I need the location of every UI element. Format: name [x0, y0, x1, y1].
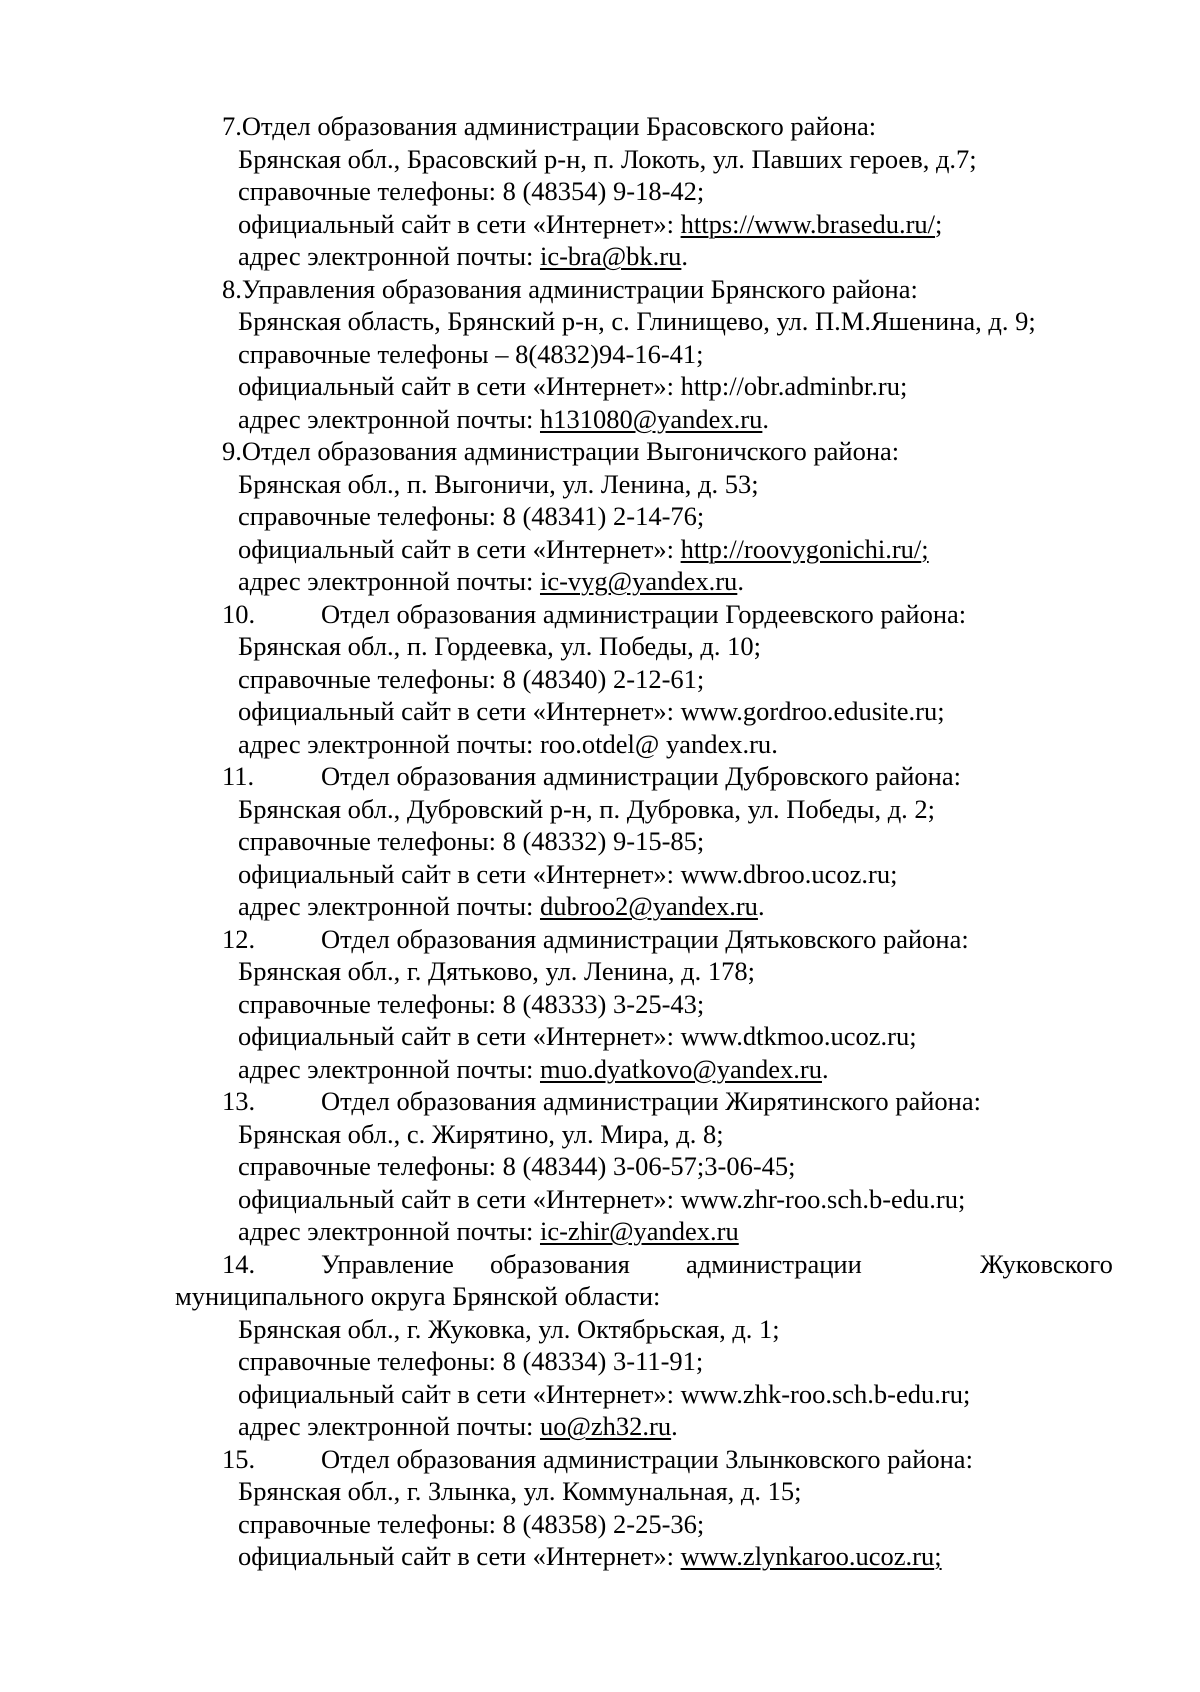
- email-suffix: .: [762, 403, 769, 434]
- entry-site-line: [0, 370, 1200, 403]
- entry-title: Отдел образования администрации Выгоничского района:: [241, 436, 900, 466]
- list-item: [0, 923, 1200, 1086]
- email-link[interactable]: dubroo2@yandex.ru: [539, 891, 758, 921]
- email-link[interactable]: uo@zh32.ru: [539, 1411, 672, 1441]
- entry-title-word: администрации: [686, 1248, 862, 1279]
- email-label: адрес электронной почты:: [238, 1216, 540, 1246]
- entry-number: 11.: [222, 761, 255, 791]
- entry-heading: [0, 273, 1200, 306]
- entry-title: Отдел образования администрации Дятьковского района:: [321, 923, 969, 954]
- site-suffix: ;: [909, 1021, 917, 1051]
- site-link[interactable]: http://roovygonichi.ru/: [680, 533, 922, 564]
- email-link[interactable]: ic-bra@bk.ru: [539, 241, 682, 271]
- entry-site-line: [0, 533, 1200, 566]
- email-suffix: .: [757, 891, 765, 921]
- entry-number: 8.: [222, 273, 242, 304]
- entry-email-line: [0, 728, 1200, 761]
- email-label: адрес электронной почты:: [238, 403, 540, 434]
- entry-title-word: Управление: [321, 1248, 454, 1279]
- entry-site-line: [0, 1183, 1200, 1216]
- list-item: [0, 110, 1200, 273]
- entry-title: Отдел образования администрации Гордеевского района:: [321, 598, 967, 629]
- entry-address: Брянская обл., п. Гордеевка, ул. Победы, д. 10;: [238, 631, 762, 661]
- site-label: официальный сайт в сети «Интернет»:: [238, 371, 681, 401]
- email-link[interactable]: ic-zhir@yandex.ru: [539, 1216, 739, 1246]
- entry-title: Отдел образования администрации Дубровского района:: [321, 761, 961, 791]
- site-label: официальный сайт в сети «Интернет»:: [238, 533, 681, 564]
- email-suffix: .: [681, 241, 688, 271]
- entry-heading: [0, 1443, 1200, 1476]
- entry-heading: [0, 760, 1200, 793]
- site-suffix: ;: [937, 696, 945, 726]
- email-suffix: .: [737, 566, 744, 596]
- entry-phones: справочные телефоны – 8(4832)94-16-41;: [238, 338, 704, 369]
- entry-heading: [0, 435, 1200, 468]
- document-body: [0, 110, 1200, 1573]
- email-label: адрес электронной почты:: [238, 1411, 540, 1441]
- entry-heading: [0, 110, 1200, 143]
- entry-address: Брянская обл., с. Жирятино, ул. Мира, д. 8;: [238, 1118, 724, 1149]
- site-label: официальный сайт в сети «Интернет»:: [238, 858, 681, 889]
- site-text: www.zhr-roo.sch.b-edu.ru: [680, 1183, 958, 1214]
- site-suffix: ;: [958, 1183, 966, 1214]
- entry-site-line: [0, 1020, 1200, 1053]
- site-label: официальный сайт в сети «Интернет»:: [238, 1541, 681, 1571]
- site-suffix: ;: [921, 533, 929, 564]
- entry-email-line: [0, 1215, 1200, 1248]
- entry-phones: справочные телефоны: 8 (48358) 2-25-36;: [238, 1508, 705, 1539]
- entry-number: 12.: [222, 923, 256, 954]
- entry-address: Брянская обл., г. Дятьково, ул. Ленина, д. 178;: [238, 956, 756, 986]
- site-suffix: ;: [890, 858, 898, 889]
- entry-phones: справочные телефоны: 8 (48333) 3-25-43;: [238, 988, 705, 1019]
- entry-title: Отдел образования администрации Злынковского района:: [321, 1443, 973, 1474]
- entry-heading: [0, 1248, 1200, 1281]
- entry-phones: справочные телефоны: 8 (48354) 9-18-42;: [238, 176, 705, 206]
- entry-email-line: [0, 1410, 1200, 1443]
- list-item: [0, 760, 1200, 923]
- entry-title: Управления образования администрации Брянского района:: [241, 273, 918, 304]
- email-suffix: .: [821, 1053, 829, 1084]
- entry-title: Отдел образования администрации Жирятинского района:: [321, 1086, 981, 1116]
- entry-site-line: [0, 208, 1200, 241]
- entry-phones: справочные телефоны: 8 (48344) 3-06-57;3-06-45;: [238, 1151, 796, 1181]
- site-label: официальный сайт в сети «Интернет»:: [238, 1378, 681, 1409]
- entry-site-line: [0, 858, 1200, 891]
- list-item: [0, 598, 1200, 761]
- entry-heading: [0, 598, 1200, 631]
- entry-number: 9.: [222, 436, 242, 466]
- site-label: официальный сайт в сети «Интернет»:: [238, 208, 681, 239]
- entry-site-line: [0, 1378, 1200, 1411]
- entry-address: Брянская обл., г. Жуковка, ул. Октябрьская, д. 1;: [238, 1313, 780, 1344]
- site-label: официальный сайт в сети «Интернет»:: [238, 1183, 681, 1214]
- entry-title-word: Жуковского: [980, 1248, 1113, 1279]
- entry-number: 13.: [222, 1086, 256, 1116]
- email-label: адрес электронной почты:: [238, 891, 540, 921]
- entry-phones: справочные телефоны: 8 (48340) 2-12-61;: [238, 663, 705, 694]
- site-text: www.dtkmoo.ucoz.ru: [680, 1021, 910, 1051]
- entry-address: Брянская обл., Дубровский р-н, п. Дубровка, ул. Победы, д. 2;: [238, 793, 936, 824]
- entry-number: 10.: [222, 598, 256, 629]
- entry-address: Брянская обл., Брасовский р-н, п. Локоть, ул. Павших героев, д.7;: [238, 143, 977, 174]
- entry-email-line: [0, 890, 1200, 923]
- email-label: адрес электронной почты:: [238, 728, 540, 759]
- site-text: www.gordroo.edusite.ru: [680, 696, 938, 726]
- list-item: [0, 1085, 1200, 1248]
- entry-email-line: [0, 1053, 1200, 1086]
- site-suffix: ;: [935, 208, 943, 239]
- entry-address: Брянская область, Брянский р-н, с. Глинищево, ул. П.М.Яшенина, д. 9;: [238, 306, 1036, 336]
- email-text: roo.otdel@ yandex.ru: [539, 728, 772, 759]
- entry-address: Брянская обл., п. Выгоничи, ул. Ленина, д. 53;: [238, 468, 759, 499]
- email-label: адрес электронной почты:: [238, 241, 540, 271]
- entry-email-line: [0, 565, 1200, 598]
- site-text: www.zhk-roo.sch.b-edu.ru: [680, 1378, 963, 1409]
- email-suffix: .: [771, 728, 778, 759]
- email-label: адрес электронной почты:: [238, 566, 540, 596]
- entry-number: 15.: [222, 1443, 256, 1474]
- entry-site-line: [0, 1540, 1200, 1573]
- entry-heading: [0, 923, 1200, 956]
- site-link[interactable]: https://www.brasedu.ru/: [680, 208, 936, 239]
- site-suffix: ;: [962, 1378, 971, 1409]
- email-link[interactable]: muo.dyatkovo@yandex.ru: [539, 1053, 822, 1084]
- site-text: www.dbroo.ucoz.ru: [680, 858, 891, 889]
- site-label: официальный сайт в сети «Интернет»:: [238, 696, 681, 726]
- entry-number: 14.: [222, 1248, 256, 1279]
- site-suffix: ;: [899, 371, 908, 401]
- email-link[interactable]: h131080@yandex.ru: [539, 403, 763, 434]
- entry-title-continuation: муниципального округа Брянской области:: [175, 1281, 661, 1311]
- entry-title-word: образования: [490, 1248, 630, 1279]
- site-text: http://obr.adminbr.ru: [680, 371, 900, 401]
- list-item: [0, 1248, 1200, 1443]
- list-item: [0, 273, 1200, 436]
- site-suffix: ;: [934, 1541, 942, 1571]
- email-link[interactable]: ic-vyg@yandex.ru: [539, 566, 738, 596]
- entry-phones: справочные телефоны: 8 (48332) 9-15-85;: [238, 826, 705, 856]
- email-suffix: .: [671, 1411, 678, 1441]
- entry-heading: [0, 1085, 1200, 1118]
- entry-email-line: [0, 403, 1200, 436]
- entry-phones: справочные телефоны: 8 (48341) 2-14-76;: [238, 501, 705, 531]
- email-label: адрес электронной почты:: [238, 1053, 540, 1084]
- site-link[interactable]: www.zlynkaroo.ucoz.ru: [680, 1541, 935, 1571]
- list-item: [0, 435, 1200, 598]
- entry-site-line: [0, 695, 1200, 728]
- entry-number: 7.: [222, 111, 242, 141]
- entry-title: Отдел образования администрации Брасовского района:: [241, 111, 877, 141]
- site-label: официальный сайт в сети «Интернет»:: [238, 1021, 681, 1051]
- entry-email-line: [0, 240, 1200, 273]
- entry-phones: справочные телефоны: 8 (48334) 3-11-91;: [238, 1346, 704, 1376]
- list-item: [0, 1443, 1200, 1573]
- entry-address: Брянская обл., г. Злынка, ул. Коммунальная, д. 15;: [238, 1476, 802, 1506]
